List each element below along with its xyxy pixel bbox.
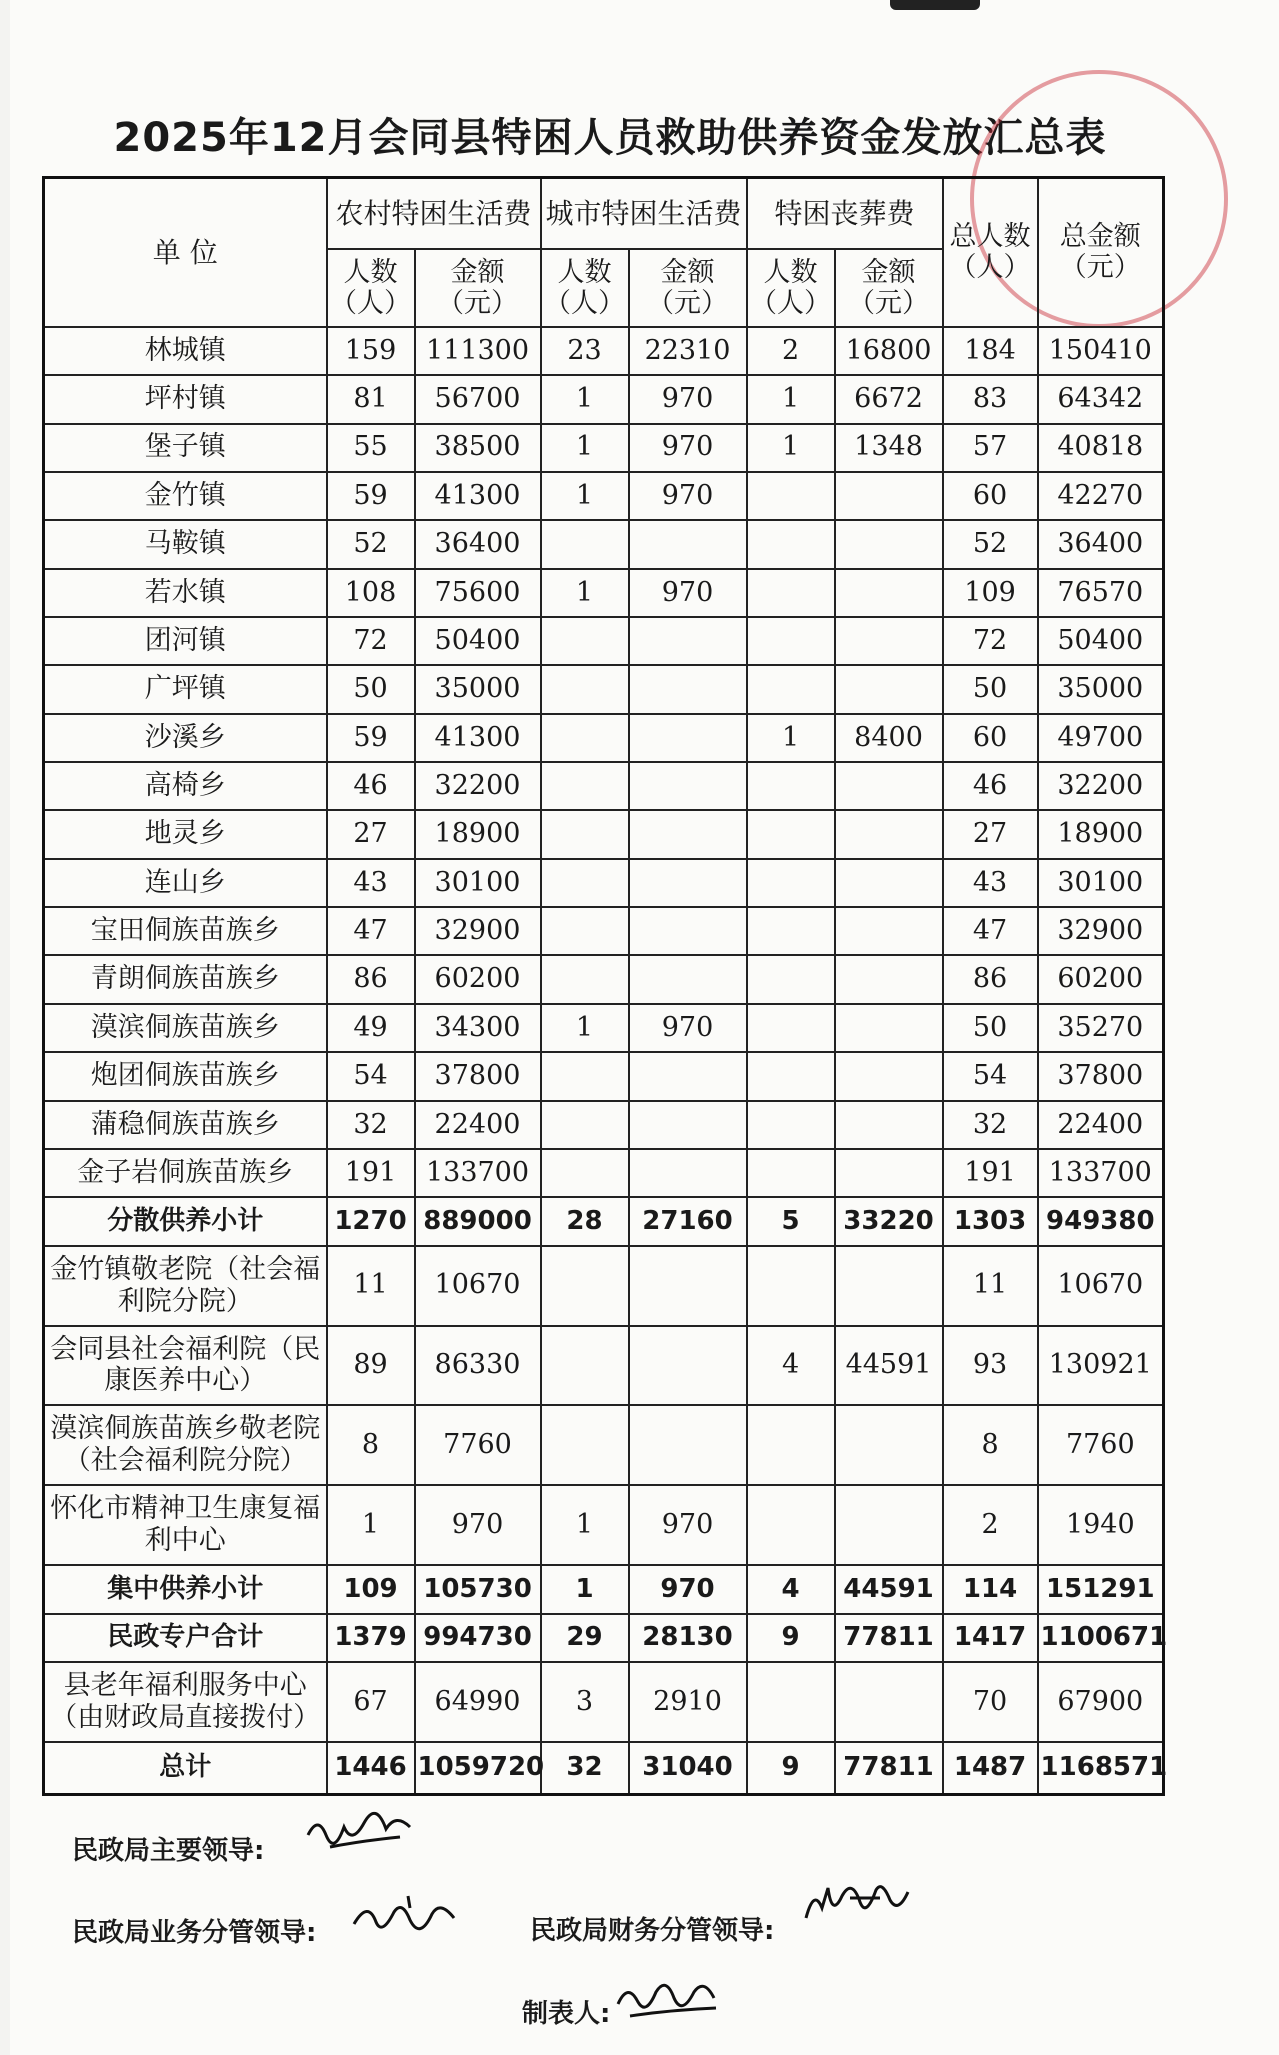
- preparer-label: 制表人:: [522, 1999, 611, 2029]
- row-fun-amt-cell: 6672: [835, 375, 943, 423]
- row-fun-amt-cell: [835, 1052, 943, 1100]
- row-total-n-cell: 1417: [943, 1614, 1038, 1662]
- row-unit-cell: 县老年福利服务中心（由财政局直接拨付）: [44, 1662, 327, 1742]
- row-unit-cell: 堡子镇: [44, 424, 327, 472]
- header-unit: 单 位: [44, 178, 327, 327]
- table-row: [44, 1614, 1164, 1662]
- row-fun-n-cell: 1: [747, 714, 835, 762]
- row-total-n-cell: 52: [943, 520, 1038, 568]
- row-rural-amt-cell: 38500: [415, 424, 541, 472]
- table-row: [44, 617, 1164, 665]
- row-rural-amt-cell: 10670: [415, 1246, 541, 1326]
- row-fun-n-cell: [747, 665, 835, 713]
- row-fun-n-cell: 1: [747, 424, 835, 472]
- finance-leader-signature: [800, 1878, 930, 1933]
- row-fun-n-cell: [747, 520, 835, 568]
- row-fun-amt-cell: 77811: [835, 1614, 943, 1662]
- row-total-amt-cell: 35270: [1038, 1004, 1164, 1052]
- row-rural-amt-cell: 60200: [415, 955, 541, 1003]
- row-rural-n-cell: 108: [327, 569, 415, 617]
- row-rural-n-cell: 86: [327, 955, 415, 1003]
- row-fun-amt-cell: [835, 1662, 943, 1742]
- row-fun-amt-cell: [835, 665, 943, 713]
- row-total-amt-cell: 32200: [1038, 762, 1164, 810]
- row-fun-n-cell: 1: [747, 375, 835, 423]
- row-urban-amt-cell: 22310: [629, 327, 747, 375]
- row-urban-n-cell: 1: [541, 424, 629, 472]
- row-rural-amt-cell: 32900: [415, 907, 541, 955]
- row-rural-n-cell: 55: [327, 424, 415, 472]
- table-row: [44, 859, 1164, 907]
- row-rural-n-cell: 32: [327, 1101, 415, 1149]
- row-urban-n-cell: 23: [541, 327, 629, 375]
- row-urban-amt-cell: [629, 520, 747, 568]
- row-urban-amt-cell: [629, 762, 747, 810]
- row-rural-amt-cell: 86330: [415, 1326, 541, 1406]
- business-leader-signature: [348, 1888, 478, 1943]
- row-urban-n-cell: 1: [541, 375, 629, 423]
- row-urban-n-cell: [541, 762, 629, 810]
- row-fun-n-cell: [747, 1405, 835, 1485]
- row-total-n-cell: 70: [943, 1662, 1038, 1742]
- row-fun-n-cell: [747, 569, 835, 617]
- row-unit-cell: 广坪镇: [44, 665, 327, 713]
- row-rural-n-cell: 49: [327, 1004, 415, 1052]
- row-rural-n-cell: 191: [327, 1149, 415, 1197]
- row-total-n-cell: 43: [943, 859, 1038, 907]
- row-urban-n-cell: [541, 1149, 629, 1197]
- row-fun-n-cell: [747, 907, 835, 955]
- row-total-amt-cell: 7760: [1038, 1405, 1164, 1485]
- row-fun-amt-cell: [835, 1405, 943, 1485]
- row-urban-n-cell: 1: [541, 1565, 629, 1613]
- row-fun-amt-cell: 16800: [835, 327, 943, 375]
- row-unit-cell: 坪村镇: [44, 375, 327, 423]
- table-row: [44, 424, 1164, 472]
- row-total-n-cell: 2: [943, 1485, 1038, 1565]
- row-rural-amt-cell: 7760: [415, 1405, 541, 1485]
- row-urban-n-cell: 3: [541, 1662, 629, 1742]
- row-fun-n-cell: 9: [747, 1742, 835, 1795]
- row-total-amt-cell: 150410: [1038, 327, 1164, 375]
- row-fun-n-cell: [747, 810, 835, 858]
- row-unit-cell: 集中供养小计: [44, 1565, 327, 1613]
- row-urban-n-cell: [541, 665, 629, 713]
- row-total-amt-cell: 60200: [1038, 955, 1164, 1003]
- row-fun-amt-cell: [835, 1485, 943, 1565]
- row-rural-amt-cell: 32200: [415, 762, 541, 810]
- row-rural-amt-cell: 41300: [415, 472, 541, 520]
- header-total-amount: 总金额（元）: [1038, 178, 1164, 327]
- row-rural-amt-cell: 105730: [415, 1565, 541, 1613]
- row-fun-amt-cell: [835, 1101, 943, 1149]
- table-row: [44, 1246, 1164, 1326]
- row-fun-amt-cell: 44591: [835, 1565, 943, 1613]
- row-total-amt-cell: 151291: [1038, 1565, 1164, 1613]
- row-fun-n-cell: [747, 1149, 835, 1197]
- row-rural-amt-cell: 56700: [415, 375, 541, 423]
- table-row: [44, 1004, 1164, 1052]
- row-unit-cell: 连山乡: [44, 859, 327, 907]
- row-urban-n-cell: [541, 1052, 629, 1100]
- table-row: [44, 520, 1164, 568]
- row-total-amt-cell: 1940: [1038, 1485, 1164, 1565]
- row-fun-n-cell: 4: [747, 1565, 835, 1613]
- row-urban-n-cell: 32: [541, 1742, 629, 1795]
- row-fun-amt-cell: [835, 955, 943, 1003]
- row-urban-amt-cell: 2910: [629, 1662, 747, 1742]
- row-urban-amt-cell: [629, 1326, 747, 1406]
- row-total-n-cell: 46: [943, 762, 1038, 810]
- row-fun-amt-cell: [835, 617, 943, 665]
- table-row: [44, 665, 1164, 713]
- row-unit-cell: 总计: [44, 1742, 327, 1795]
- row-fun-n-cell: [747, 1662, 835, 1742]
- row-unit-cell: 林城镇: [44, 327, 327, 375]
- row-rural-n-cell: 27: [327, 810, 415, 858]
- row-unit-cell: 宝田侗族苗族乡: [44, 907, 327, 955]
- header-total-people: 总人数（人）: [943, 178, 1038, 327]
- row-rural-amt-cell: 994730: [415, 1614, 541, 1662]
- row-urban-n-cell: 1: [541, 472, 629, 520]
- row-rural-n-cell: 46: [327, 762, 415, 810]
- row-rural-amt-cell: 35000: [415, 665, 541, 713]
- row-fun-n-cell: 9: [747, 1614, 835, 1662]
- row-urban-amt-cell: [629, 1052, 747, 1100]
- row-total-amt-cell: 30100: [1038, 859, 1164, 907]
- row-fun-n-cell: [747, 859, 835, 907]
- table-row: [44, 907, 1164, 955]
- table-row: [44, 1405, 1164, 1485]
- row-rural-amt-cell: 64990: [415, 1662, 541, 1742]
- row-total-n-cell: 27: [943, 810, 1038, 858]
- row-rural-n-cell: 1270: [327, 1197, 415, 1245]
- row-rural-n-cell: 159: [327, 327, 415, 375]
- table-row: [44, 1149, 1164, 1197]
- table-row: [44, 1326, 1164, 1406]
- row-total-amt-cell: 1168571: [1038, 1742, 1164, 1795]
- row-fun-amt-cell: [835, 859, 943, 907]
- row-rural-amt-cell: 50400: [415, 617, 541, 665]
- row-rural-amt-cell: 111300: [415, 327, 541, 375]
- row-urban-amt-cell: [629, 1101, 747, 1149]
- row-urban-n-cell: 28: [541, 1197, 629, 1245]
- row-total-n-cell: 184: [943, 327, 1038, 375]
- row-rural-n-cell: 67: [327, 1662, 415, 1742]
- table-row: [44, 375, 1164, 423]
- row-total-n-cell: 1487: [943, 1742, 1038, 1795]
- row-unit-cell: 青朗侗族苗族乡: [44, 955, 327, 1003]
- table-row: [44, 810, 1164, 858]
- row-total-n-cell: 86: [943, 955, 1038, 1003]
- row-fun-amt-cell: [835, 569, 943, 617]
- row-rural-amt-cell: 1059720: [415, 1742, 541, 1795]
- row-unit-cell: 团河镇: [44, 617, 327, 665]
- row-urban-n-cell: [541, 859, 629, 907]
- row-unit-cell: 高椅乡: [44, 762, 327, 810]
- header-urban-people: 人数（人）: [541, 249, 629, 327]
- row-rural-n-cell: 43: [327, 859, 415, 907]
- row-fun-n-cell: [747, 1004, 835, 1052]
- table-row: [44, 1565, 1164, 1613]
- row-urban-n-cell: [541, 1246, 629, 1326]
- row-rural-n-cell: 89: [327, 1326, 415, 1406]
- row-urban-n-cell: [541, 520, 629, 568]
- row-total-n-cell: 114: [943, 1565, 1038, 1613]
- row-unit-cell: 地灵乡: [44, 810, 327, 858]
- row-urban-amt-cell: [629, 955, 747, 1003]
- row-rural-amt-cell: 34300: [415, 1004, 541, 1052]
- row-urban-n-cell: 1: [541, 569, 629, 617]
- row-urban-amt-cell: [629, 1246, 747, 1326]
- row-urban-n-cell: [541, 1405, 629, 1485]
- row-fun-amt-cell: 8400: [835, 714, 943, 762]
- row-fun-amt-cell: 77811: [835, 1742, 943, 1795]
- row-fun-amt-cell: 44591: [835, 1326, 943, 1406]
- row-fun-n-cell: [747, 762, 835, 810]
- row-urban-amt-cell: [629, 665, 747, 713]
- row-total-amt-cell: 22400: [1038, 1101, 1164, 1149]
- row-unit-cell: 分散供养小计: [44, 1197, 327, 1245]
- row-fun-amt-cell: [835, 907, 943, 955]
- table-row: [44, 1742, 1164, 1795]
- row-fun-n-cell: [747, 955, 835, 1003]
- row-fun-amt-cell: [835, 762, 943, 810]
- row-total-n-cell: 11: [943, 1246, 1038, 1326]
- row-urban-n-cell: [541, 955, 629, 1003]
- row-rural-n-cell: 8: [327, 1405, 415, 1485]
- row-rural-n-cell: 109: [327, 1565, 415, 1613]
- row-urban-n-cell: [541, 617, 629, 665]
- row-urban-amt-cell: 970: [629, 424, 747, 472]
- row-unit-cell: 若水镇: [44, 569, 327, 617]
- row-unit-cell: 漠滨侗族苗族乡敬老院（社会福利院分院）: [44, 1405, 327, 1485]
- main-leader-label: 民政局主要领导:: [72, 1836, 265, 1866]
- row-unit-cell: 会同县社会福利院（民康医养中心）: [44, 1326, 327, 1406]
- row-total-n-cell: 72: [943, 617, 1038, 665]
- row-rural-n-cell: 52: [327, 520, 415, 568]
- row-total-n-cell: 109: [943, 569, 1038, 617]
- row-urban-amt-cell: [629, 1405, 747, 1485]
- row-unit-cell: 民政专户合计: [44, 1614, 327, 1662]
- table-row: [44, 955, 1164, 1003]
- row-rural-n-cell: 1446: [327, 1742, 415, 1795]
- row-urban-n-cell: [541, 714, 629, 762]
- row-total-amt-cell: 130921: [1038, 1326, 1164, 1406]
- header-urban-amount: 金额（元）: [629, 249, 747, 327]
- row-unit-cell: 蒲稳侗族苗族乡: [44, 1101, 327, 1149]
- row-urban-n-cell: 29: [541, 1614, 629, 1662]
- row-total-amt-cell: 36400: [1038, 520, 1164, 568]
- table-row: [44, 714, 1164, 762]
- row-total-amt-cell: 18900: [1038, 810, 1164, 858]
- summary-table: [42, 176, 1168, 1796]
- row-total-amt-cell: 49700: [1038, 714, 1164, 762]
- row-total-n-cell: 47: [943, 907, 1038, 955]
- row-urban-n-cell: [541, 907, 629, 955]
- business-leader-label: 民政局业务分管领导:: [72, 1918, 317, 1948]
- row-total-n-cell: 60: [943, 472, 1038, 520]
- row-unit-cell: 马鞍镇: [44, 520, 327, 568]
- row-rural-n-cell: 59: [327, 472, 415, 520]
- row-fun-amt-cell: [835, 810, 943, 858]
- row-unit-cell: 金竹镇敬老院（社会福利院分院）: [44, 1246, 327, 1326]
- row-fun-n-cell: 5: [747, 1197, 835, 1245]
- row-fun-n-cell: [747, 472, 835, 520]
- row-rural-amt-cell: 41300: [415, 714, 541, 762]
- row-rural-amt-cell: 889000: [415, 1197, 541, 1245]
- row-total-n-cell: 50: [943, 1004, 1038, 1052]
- header-rural-amount: 金额（元）: [415, 249, 541, 327]
- row-total-amt-cell: 64342: [1038, 375, 1164, 423]
- row-unit-cell: 沙溪乡: [44, 714, 327, 762]
- table-row: [44, 327, 1164, 375]
- row-urban-amt-cell: 27160: [629, 1197, 747, 1245]
- header-rural-people: 人数（人）: [327, 249, 415, 327]
- row-total-n-cell: 83: [943, 375, 1038, 423]
- row-total-n-cell: 57: [943, 424, 1038, 472]
- row-urban-amt-cell: [629, 617, 747, 665]
- top-edge-mark: [890, 0, 980, 10]
- row-urban-amt-cell: [629, 1149, 747, 1197]
- row-unit-cell: 金竹镇: [44, 472, 327, 520]
- row-fun-amt-cell: [835, 1246, 943, 1326]
- table-row: [44, 1197, 1164, 1245]
- preparer-signature: [610, 1970, 740, 2025]
- row-total-n-cell: 191: [943, 1149, 1038, 1197]
- header-funeral-people: 人数（人）: [747, 249, 835, 327]
- row-total-amt-cell: 1100671: [1038, 1614, 1164, 1662]
- table-row: [44, 1101, 1164, 1149]
- row-rural-n-cell: 59: [327, 714, 415, 762]
- row-unit-cell: 金子岩侗族苗族乡: [44, 1149, 327, 1197]
- row-rural-amt-cell: 37800: [415, 1052, 541, 1100]
- row-rural-n-cell: 11: [327, 1246, 415, 1326]
- row-rural-n-cell: 54: [327, 1052, 415, 1100]
- row-total-n-cell: 50: [943, 665, 1038, 713]
- row-total-n-cell: 93: [943, 1326, 1038, 1406]
- row-urban-amt-cell: [629, 859, 747, 907]
- row-fun-n-cell: 2: [747, 327, 835, 375]
- row-total-amt-cell: 67900: [1038, 1662, 1164, 1742]
- main-leader-signature: [300, 1805, 430, 1860]
- row-urban-amt-cell: 970: [629, 1485, 747, 1565]
- row-urban-n-cell: [541, 1101, 629, 1149]
- row-total-amt-cell: 42270: [1038, 472, 1164, 520]
- row-urban-amt-cell: 28130: [629, 1614, 747, 1662]
- row-urban-n-cell: [541, 1326, 629, 1406]
- row-unit-cell: 怀化市精神卫生康复福利中心: [44, 1485, 327, 1565]
- row-rural-amt-cell: 36400: [415, 520, 541, 568]
- row-total-n-cell: 54: [943, 1052, 1038, 1100]
- row-total-amt-cell: 32900: [1038, 907, 1164, 955]
- row-fun-n-cell: [747, 1246, 835, 1326]
- row-total-n-cell: 32: [943, 1101, 1038, 1149]
- table-row: [44, 1662, 1164, 1742]
- row-unit-cell: 炮团侗族苗族乡: [44, 1052, 327, 1100]
- row-urban-amt-cell: [629, 810, 747, 858]
- row-rural-n-cell: 47: [327, 907, 415, 955]
- row-fun-n-cell: 4: [747, 1326, 835, 1406]
- finance-leader-label: 民政局财务分管领导:: [530, 1916, 775, 1946]
- row-urban-amt-cell: 970: [629, 1004, 747, 1052]
- row-urban-amt-cell: [629, 714, 747, 762]
- row-rural-n-cell: 50: [327, 665, 415, 713]
- row-rural-n-cell: 1: [327, 1485, 415, 1565]
- row-total-amt-cell: 10670: [1038, 1246, 1164, 1326]
- row-fun-n-cell: [747, 1052, 835, 1100]
- row-total-n-cell: 1303: [943, 1197, 1038, 1245]
- row-total-amt-cell: 133700: [1038, 1149, 1164, 1197]
- row-rural-amt-cell: 18900: [415, 810, 541, 858]
- table-row: [44, 762, 1164, 810]
- row-rural-amt-cell: 970: [415, 1485, 541, 1565]
- row-fun-amt-cell: [835, 1149, 943, 1197]
- row-fun-n-cell: [747, 1101, 835, 1149]
- row-total-n-cell: 60: [943, 714, 1038, 762]
- row-fun-amt-cell: [835, 472, 943, 520]
- header-funeral: 特困丧葬费: [747, 178, 943, 249]
- row-total-amt-cell: 76570: [1038, 569, 1164, 617]
- row-total-amt-cell: 35000: [1038, 665, 1164, 713]
- document-page: [10, 0, 1279, 2055]
- row-fun-amt-cell: [835, 520, 943, 568]
- row-total-amt-cell: 37800: [1038, 1052, 1164, 1100]
- row-rural-amt-cell: 133700: [415, 1149, 541, 1197]
- row-fun-n-cell: [747, 1485, 835, 1565]
- header-funeral-amount: 金额（元）: [835, 249, 943, 327]
- document-title: 2025年12月会同县特困人员救助供养资金发放汇总表: [113, 115, 1107, 161]
- row-unit-cell: 漠滨侗族苗族乡: [44, 1004, 327, 1052]
- row-urban-n-cell: 1: [541, 1485, 629, 1565]
- table-row: [44, 1485, 1164, 1565]
- row-urban-n-cell: [541, 810, 629, 858]
- row-rural-amt-cell: 75600: [415, 569, 541, 617]
- row-rural-n-cell: 1379: [327, 1614, 415, 1662]
- row-rural-n-cell: 72: [327, 617, 415, 665]
- row-urban-amt-cell: [629, 907, 747, 955]
- row-rural-amt-cell: 30100: [415, 859, 541, 907]
- table-row: [44, 1052, 1164, 1100]
- table-row: [44, 472, 1164, 520]
- row-urban-amt-cell: 970: [629, 375, 747, 423]
- row-total-amt-cell: 949380: [1038, 1197, 1164, 1245]
- row-total-n-cell: 8: [943, 1405, 1038, 1485]
- row-total-amt-cell: 40818: [1038, 424, 1164, 472]
- row-fun-amt-cell: [835, 1004, 943, 1052]
- row-fun-amt-cell: 1348: [835, 424, 943, 472]
- table-row: [44, 569, 1164, 617]
- row-urban-n-cell: 1: [541, 1004, 629, 1052]
- row-fun-n-cell: [747, 617, 835, 665]
- row-total-amt-cell: 50400: [1038, 617, 1164, 665]
- header-rural-living: 农村特困生活费: [327, 178, 541, 249]
- header-urban-living: 城市特困生活费: [541, 178, 747, 249]
- row-urban-amt-cell: 970: [629, 569, 747, 617]
- row-urban-amt-cell: 970: [629, 472, 747, 520]
- row-urban-amt-cell: 31040: [629, 1742, 747, 1795]
- row-fun-amt-cell: 33220: [835, 1197, 943, 1245]
- row-urban-amt-cell: 970: [629, 1565, 747, 1613]
- row-rural-amt-cell: 22400: [415, 1101, 541, 1149]
- row-rural-n-cell: 81: [327, 375, 415, 423]
